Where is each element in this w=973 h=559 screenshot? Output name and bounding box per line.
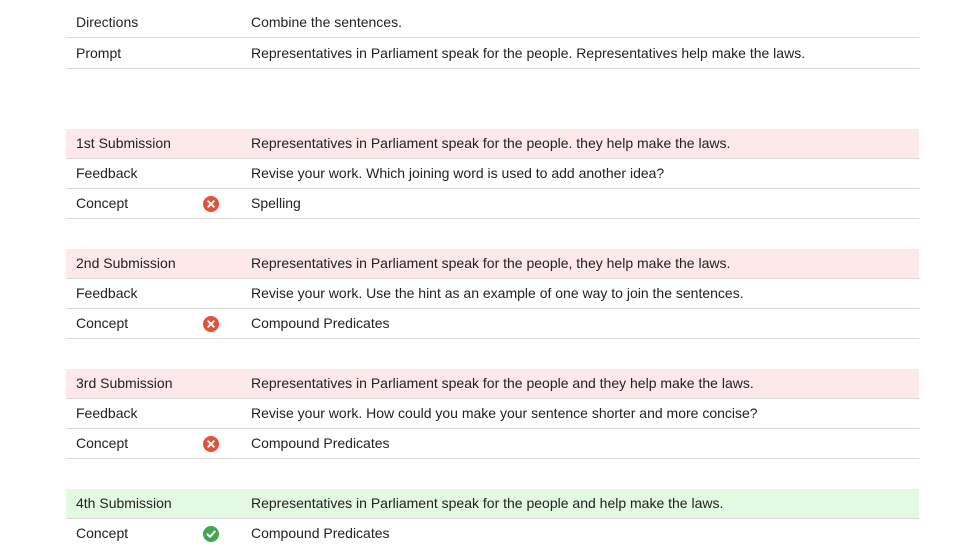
concept-label: Concept xyxy=(76,315,129,331)
concept-label: Concept xyxy=(76,435,129,451)
concept-row-3 xyxy=(66,429,919,459)
concept-label: Concept xyxy=(76,525,129,541)
concept-row-1 xyxy=(66,189,919,219)
feedback-row-1 xyxy=(66,159,919,189)
x-circle-icon xyxy=(203,436,219,452)
feedback-row-2 xyxy=(66,279,919,309)
submission-text: Representatives in Parliament speak for the people, they help make the laws. xyxy=(251,255,731,271)
feedback-text: Revise your work. How could you make your sentence shorter and more concise? xyxy=(251,405,758,421)
submission-row-2 xyxy=(66,249,919,279)
x-circle-icon xyxy=(203,196,219,212)
submission-text: Representatives in Parliament speak for the people and help make the laws. xyxy=(251,495,724,511)
feedback-text: Revise your work. Which joining word is used to add another idea? xyxy=(251,165,665,181)
directions-label: Directions xyxy=(76,14,139,30)
directions-text: Combine the sentences. xyxy=(251,14,402,30)
concept-text: Spelling xyxy=(251,195,301,211)
submission-label: 2nd Submission xyxy=(76,255,176,271)
submission-text: Representatives in Parliament speak for the people. they help make the laws. xyxy=(251,135,731,151)
submission-row-3 xyxy=(66,369,919,399)
x-circle-icon xyxy=(203,316,219,332)
concept-text: Compound Predicates xyxy=(251,315,390,331)
concept-row-2 xyxy=(66,309,919,339)
submission-label: 3rd Submission xyxy=(76,375,173,391)
feedback-label: Feedback xyxy=(76,285,138,301)
feedback-row-3 xyxy=(66,399,919,429)
concept-text: Compound Predicates xyxy=(251,435,390,451)
prompt-text: Representatives in Parliament speak for the people. Representatives help make the laws. xyxy=(251,45,806,61)
prompt-label: Prompt xyxy=(76,45,122,61)
prompt-row xyxy=(66,39,919,69)
submission-text: Representatives in Parliament speak for the people and they help make the laws. xyxy=(251,375,754,391)
directions-row xyxy=(66,8,919,38)
concept-text: Compound Predicates xyxy=(251,525,390,541)
submission-row-1 xyxy=(66,129,919,159)
submission-label: 4th Submission xyxy=(76,495,172,511)
feedback-label: Feedback xyxy=(76,165,138,181)
concept-label: Concept xyxy=(76,195,129,211)
feedback-label: Feedback xyxy=(76,405,138,421)
concept-row-4 xyxy=(66,519,919,549)
submission-label: 1st Submission xyxy=(76,135,171,151)
check-circle-icon xyxy=(203,526,219,542)
submission-row-4 xyxy=(66,489,919,519)
feedback-text: Revise your work. Use the hint as an example of one way to join the sentences. xyxy=(251,285,744,301)
